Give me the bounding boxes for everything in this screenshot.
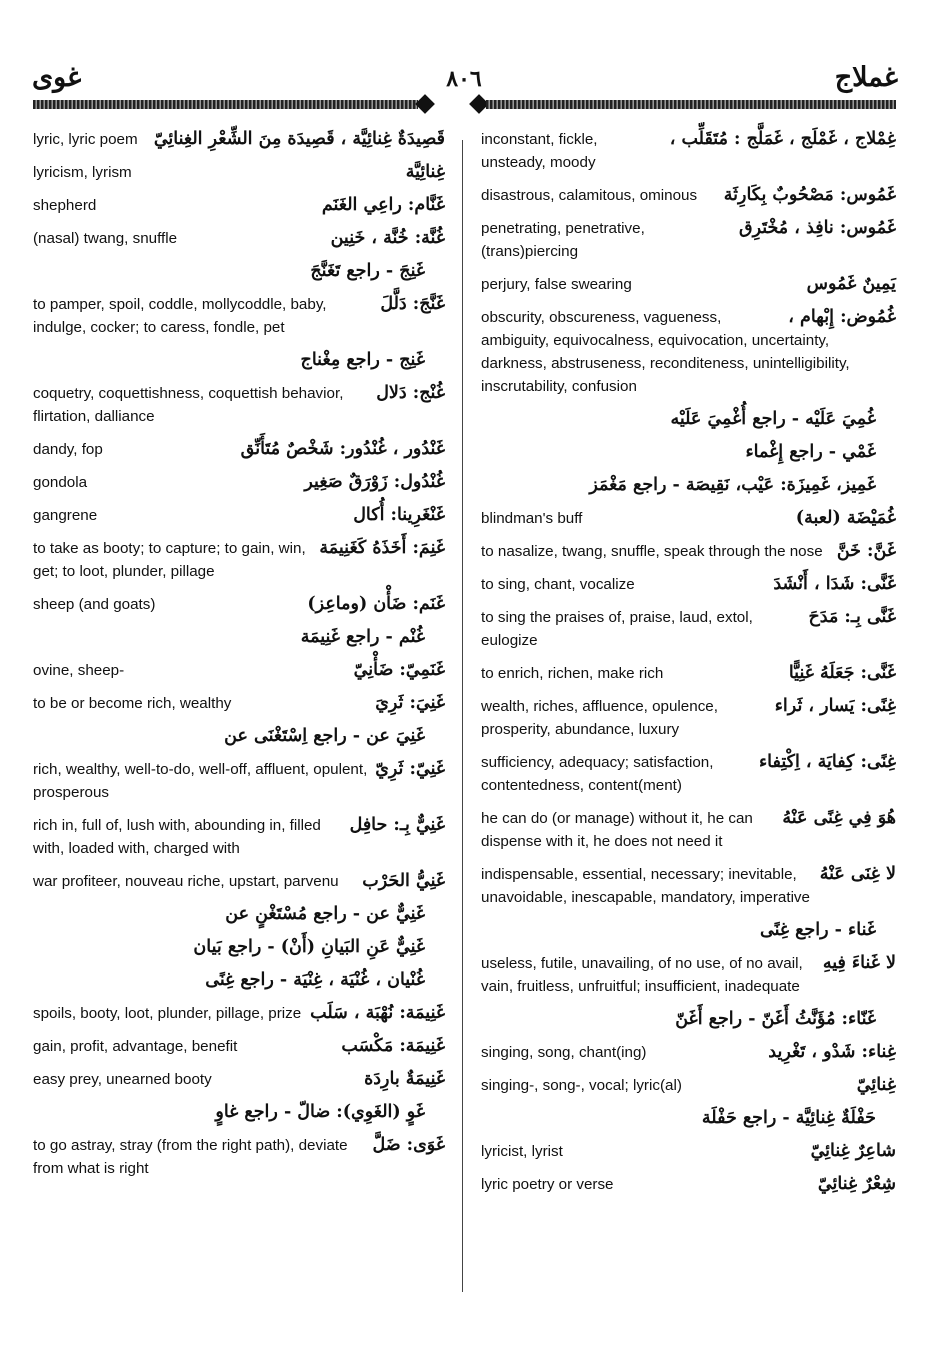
- arabic-headword: غِنائِيَّة: [405, 162, 445, 182]
- english-definition: sheep (and goats): [33, 596, 156, 613]
- left-column: [33, 128, 445, 1190]
- dictionary-entry: [33, 1068, 445, 1091]
- dictionary-entry: [33, 758, 445, 804]
- dictionary-entry: [481, 1107, 896, 1130]
- dictionary-entry: [481, 474, 896, 497]
- arabic-cross-reference: غُنْيان ، غُنْيَة ، غِنْيَة - راجع غِنًى: [205, 970, 425, 990]
- english-definition: to sing the praises of, praise, laud, extol, eulogize: [481, 609, 753, 649]
- arabic-headword: غُمُوض: إِبْهام ،: [788, 307, 896, 327]
- dictionary-entry: [481, 919, 896, 942]
- english-definition: shepherd: [33, 197, 97, 214]
- dictionary-entry: [33, 537, 445, 583]
- dictionary-entry: [33, 725, 445, 748]
- dictionary-entry: [481, 807, 896, 853]
- english-definition: inconstant, fickle, unsteady, moody: [481, 131, 598, 171]
- dictionary-entry: [481, 441, 896, 464]
- english-definition: singing-, song-, vocal; lyric(al): [481, 1077, 682, 1094]
- header-rule-right: [486, 100, 896, 109]
- arabic-cross-reference: غَنِيٌّ عَنِ البَيانِ (أَنْ) - راجع بَيان: [193, 937, 425, 957]
- english-definition: to sing, chant, vocalize: [481, 576, 635, 593]
- dictionary-entry: [33, 969, 445, 992]
- dictionary-entry: [481, 751, 896, 797]
- arabic-cross-reference: غَناء - راجع غِنًى: [760, 920, 876, 940]
- english-definition: rich, wealthy, well-to-do, well-off, affluent, opulent, prosperous: [33, 761, 368, 801]
- dictionary-entry: [33, 593, 445, 616]
- arabic-headword: غِمْلاج ، غَمْلَج ، غَمَلَّج : مُتَقَلِّب ،: [669, 129, 896, 149]
- dictionary-entry: [33, 1002, 445, 1025]
- dictionary-entry: [481, 1074, 896, 1097]
- arabic-headword: غَمُوس: نافِذ ، مُخْتَرِق: [739, 218, 896, 238]
- arabic-headword: غَنَّى بِـ: مَدَحَ: [808, 607, 896, 627]
- arabic-headword: غَنَمِيّ: ضَأْنِيّ: [353, 660, 445, 680]
- dictionary-entry: [33, 128, 445, 151]
- dictionary-entry: [33, 471, 445, 494]
- arabic-headword: غَوَى: ضَلَّ: [372, 1135, 445, 1155]
- arabic-headword: غُنْدُول: زَوْرَقٌ صَغِير: [304, 472, 445, 492]
- dictionary-entry: [33, 814, 445, 860]
- arabic-cross-reference: غُنْم - راجع غَنِيمَة: [300, 627, 425, 647]
- dictionary-entry: [481, 217, 896, 263]
- english-definition: indispensable, essential, necessary; inevitable, unavoidable, inescapable, mandatory, imperative: [481, 866, 810, 906]
- dictionary-entry: [33, 504, 445, 527]
- arabic-headword: غَنِيمَةٌ بارِدَة: [364, 1069, 445, 1089]
- arabic-cross-reference: غَنِيٌّ عن - راجع مُسْتَغْنٍ عن: [225, 904, 425, 924]
- arabic-headword: غُنْج: دَلال: [376, 383, 445, 403]
- english-definition: war profiteer, nouveau riche, upstart, parvenu: [33, 873, 339, 890]
- arabic-headword: غَنِيُّ الحَرْب: [362, 871, 445, 891]
- dictionary-entry: [33, 903, 445, 926]
- arabic-cross-reference: غَمْي - راجع إِغْماء: [745, 442, 876, 462]
- dictionary-entry: [481, 184, 896, 207]
- arabic-headword: غَنِيمَة: نُهْبَة ، سَلَب: [310, 1003, 445, 1023]
- english-definition: to be or become rich, wealthy: [33, 695, 232, 712]
- english-definition: rich in, full of, lush with, abounding in, filled with, loaded with, charged with: [33, 817, 321, 857]
- english-definition: he can do (or manage) without it, he can dispense with it, he does not need it: [481, 810, 753, 850]
- arabic-headword: غَنَّجَ: دَلَّلَ: [380, 294, 445, 314]
- dictionary-entry: [481, 606, 896, 652]
- dictionary-entry: [481, 863, 896, 909]
- arabic-headword: غِنًى: يَسار ، ثَراء: [774, 696, 896, 716]
- dictionary-entry: [33, 382, 445, 428]
- english-definition: disastrous, calamitous, ominous: [481, 187, 698, 204]
- english-definition: wealth, riches, affluence, opulence, prosperity, abundance, luxury: [481, 698, 718, 738]
- arabic-headword: غِناء: شَدْو ، تَغْرِيد: [768, 1042, 896, 1062]
- dictionary-entry: [481, 507, 896, 530]
- english-definition: easy prey, unearned booty: [33, 1071, 212, 1088]
- header-rule-left: [33, 100, 418, 109]
- arabic-headword: هُوَ فِي غِنًى عَنْهُ: [782, 808, 896, 828]
- arabic-headword: غَنِيَ: ثَرِيَ: [375, 693, 445, 713]
- arabic-headword: شاعِرٌ غِنائِيّ: [810, 1141, 896, 1161]
- dictionary-entry: [481, 695, 896, 741]
- arabic-cross-reference: غَوٍ (الغَوِي): ضالّ - راجع غاوٍ: [215, 1102, 425, 1122]
- arabic-headword: غُنَّة: خُنَّة ، خَنِين: [330, 228, 445, 248]
- dictionary-entry: [33, 1101, 445, 1124]
- dictionary-entry: [481, 1041, 896, 1064]
- arabic-headword: غِنائِيّ: [856, 1075, 896, 1095]
- dictionary-entry: [33, 870, 445, 893]
- dictionary-entry: [481, 662, 896, 685]
- dictionary-entry: [33, 1134, 445, 1180]
- english-definition: singing, song, chant(ing): [481, 1044, 647, 1061]
- arabic-headword: غَنْغَرِينا: أُكال: [353, 505, 445, 525]
- dictionary-entry: [33, 194, 445, 217]
- english-definition: obscurity, obscureness, vagueness, ambiguity, equivocalness, equivocation, uncertainty, darkness, abstruseness, reconditeness, unintelligibility, inscrutability, confusion: [481, 309, 850, 395]
- english-definition: lyric, lyric poem: [33, 131, 138, 148]
- dictionary-entry: [33, 293, 445, 339]
- dictionary-entry: [481, 952, 896, 998]
- dictionary-entry: [33, 692, 445, 715]
- arabic-cross-reference: حَفْلَةٌ غِنائِيَّة - راجع حَفْلَة: [701, 1108, 876, 1128]
- arabic-headword: غَنِيمَة: مَكْسَب: [341, 1036, 445, 1056]
- english-definition: to nasalize, twang, snuffle, speak through the nose: [481, 543, 823, 560]
- arabic-headword: لا غَناءَ فِيهِ: [822, 953, 896, 973]
- arabic-headword: شِعْرٌ غِنائِيّ: [817, 1174, 896, 1194]
- english-definition: spoils, booty, loot, plunder, pillage, prize: [33, 1005, 302, 1022]
- arabic-headword: غَنِمَ: أَخَذَهُ كَغَنِيمَة: [319, 538, 445, 558]
- english-definition: ovine, sheep-: [33, 662, 125, 679]
- arabic-headword: غَنِيٌّ بِـ: حافِل: [349, 815, 445, 835]
- english-definition: lyric poetry or verse: [481, 1176, 614, 1193]
- english-definition: to take as booty; to capture; to gain, win, get; to loot, plunder, pillage: [33, 540, 306, 580]
- dictionary-entry: [481, 408, 896, 431]
- page-header: [0, 62, 928, 102]
- arabic-headword: غِنًى: كِفايَة ، اِكْتِفاء: [758, 752, 896, 772]
- arabic-cross-reference: غَنِيَ عن - راجع اِسْتَغْنَى عن: [224, 726, 425, 746]
- english-definition: perjury, false swearing: [481, 276, 632, 293]
- english-definition: useless, futile, unavailing, of no use, of no avail, vain, fruitless, unfruitful; insufficient, inadequate: [481, 955, 803, 995]
- dictionary-entry: [481, 306, 896, 398]
- arabic-cross-reference: غَنّاء: مُؤَنَّثُ أَغَنّ - راجع أَغَنّ: [675, 1009, 876, 1029]
- dictionary-entry: [33, 260, 445, 283]
- english-definition: to go astray, stray (from the right path), deviate from what is right: [33, 1137, 348, 1177]
- english-definition: gangrene: [33, 507, 98, 524]
- dictionary-entry: [33, 438, 445, 461]
- english-definition: gondola: [33, 474, 88, 491]
- dictionary-entry: [33, 936, 445, 959]
- english-definition: sufficiency, adequacy; satisfaction, contentedness, content(ment): [481, 754, 714, 794]
- english-definition: lyricist, lyrist: [481, 1143, 563, 1160]
- arabic-headword: غَنَّى: شَدَا ، أَنْشَدَ: [773, 574, 896, 594]
- arabic-cross-reference: غَنِجَ - راجع تَغَنَّجَ: [310, 261, 425, 281]
- right-column: [481, 128, 896, 1206]
- dictionary-entry: [33, 349, 445, 372]
- arabic-headword: لا غِنَى عَنْهُ: [819, 864, 896, 884]
- arabic-cross-reference: غُمِيَ عَلَيْه - راجع أُغْمِيَ عَلَيْه: [670, 409, 876, 429]
- dictionary-entry: [33, 1035, 445, 1058]
- arabic-headword: غُمَيْضَة (لعبة): [795, 508, 896, 528]
- arabic-headword: غَنَم: ضَأْن (وماعِز): [307, 594, 445, 614]
- dictionary-entry: [481, 273, 896, 296]
- dictionary-entry: [481, 128, 896, 174]
- dictionary-entry: [481, 573, 896, 596]
- arabic-headword: غَنَّام: راعِي الغَنَم: [321, 195, 445, 215]
- dictionary-entry: [481, 1173, 896, 1196]
- english-definition: (nasal) twang, snuffle: [33, 230, 178, 247]
- page-number: ٨٠٦: [446, 66, 482, 92]
- dictionary-entry: [481, 1008, 896, 1031]
- arabic-headword: غَنِيّ: ثَرِيّ: [375, 759, 445, 779]
- arabic-cross-reference: غَنِج - راجع مِغْناج: [300, 350, 425, 370]
- dictionary-entry: [33, 227, 445, 250]
- arabic-headword: قَصِيدَةٌ غِنائِيَّة ، قَصِيدَة مِنَ الشِّعْرِ الغِنائِيّ: [153, 129, 445, 149]
- english-definition: blindman's buff: [481, 510, 583, 527]
- arabic-headword: غَنَّ: خَنَّ: [836, 541, 896, 561]
- arabic-headword: غَنْدُور ، غُنْدُور: شَخْصٌ مُتَأَنِّق: [240, 439, 445, 459]
- english-definition: dandy, fop: [33, 441, 103, 458]
- dictionary-entry: [33, 659, 445, 682]
- arabic-cross-reference: غَمِيز، غَمِيزَة: عَيْب، نَقِيصَة - راجع مَغْمَز: [589, 475, 876, 495]
- arabic-headword: يَمِينٌ غَمُوس: [806, 274, 896, 294]
- guide-word-left: غوى: [32, 62, 82, 93]
- dictionary-entry: [33, 161, 445, 184]
- english-definition: coquetry, coquettishness, coquettish behavior, flirtation, dalliance: [33, 385, 344, 425]
- english-definition: to enrich, richen, make rich: [481, 665, 664, 682]
- arabic-headword: غَنَّى: جَعَلَهُ غَنِيًّا: [788, 663, 896, 683]
- english-definition: gain, profit, advantage, benefit: [33, 1038, 238, 1055]
- dictionary-entry: [481, 1140, 896, 1163]
- column-divider: [462, 140, 463, 1292]
- guide-word-right: غملاج: [834, 62, 898, 93]
- english-definition: lyricism, lyrism: [33, 164, 132, 181]
- english-definition: to pamper, spoil, coddle, mollycoddle, baby, indulge, cocker; to caress, fondle, pet: [33, 296, 327, 336]
- dictionary-entry: [481, 540, 896, 563]
- dictionary-entry: [33, 626, 445, 649]
- english-definition: penetrating, penetrative, (trans)piercing: [481, 220, 645, 260]
- arabic-headword: غَمُوس: مَصْحُوبٌ بِكَارِثَة: [723, 185, 896, 205]
